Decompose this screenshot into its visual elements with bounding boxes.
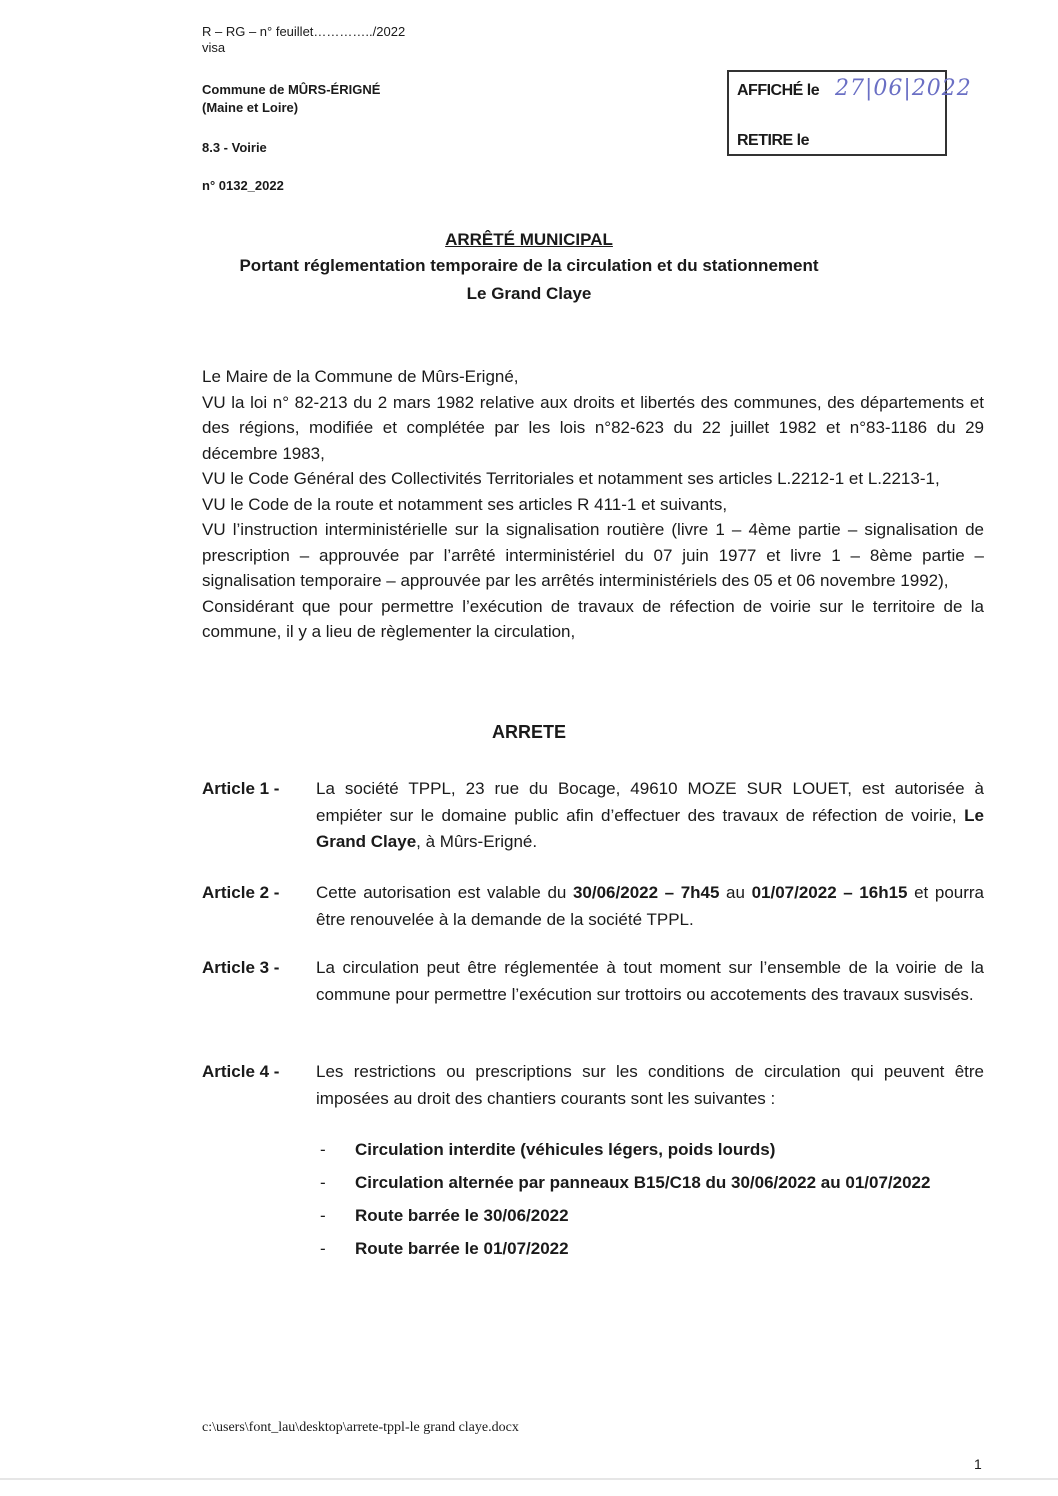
- file-path-footer: c:\users\font_lau\desktop\arrete-tppl-le grand claye.docx: [202, 1420, 519, 1435]
- affiche-date-handwritten: 27|06|2022: [835, 76, 972, 101]
- article-text-bold: 01/07/2022 – 16h15: [751, 883, 908, 902]
- restrictions-list: [320, 1133, 984, 1265]
- article-text-part: au: [719, 883, 752, 902]
- article-label: Article 3 -: [202, 958, 280, 977]
- bullet-dash: -: [320, 1140, 326, 1159]
- retire-label: RETIRE le: [737, 132, 809, 149]
- list-item: [320, 1166, 984, 1199]
- preamble-line: Considérant que pour permettre l’exécution de travaux de réfection de voirie sur le territoire de la commune, il y a lieu de règlementer la circulation,: [202, 596, 984, 641]
- article-text-bold: Le Grand Claye: [316, 805, 984, 851]
- bullet-dash: -: [320, 1173, 326, 1192]
- feuillet-reference: R – RG – n° feuillet…………../2022: [202, 24, 406, 39]
- document-title: ARRÊTÉ MUNICIPAL: [445, 230, 613, 249]
- bullet-dash: -: [320, 1239, 326, 1258]
- list-item: [320, 1133, 984, 1166]
- affiche-label: AFFICHÉ le: [737, 82, 820, 99]
- list-item: [320, 1232, 984, 1265]
- preamble: [202, 364, 984, 645]
- preamble-line: VU la loi n° 82-213 du 2 mars 1982 relative aux droits et libertés des communes, des départements et des régions, modifiée et complétée par les lois n°82-623 du 22 juillet 1982 et n°83-1186 du 29 décembre 1983,: [202, 392, 984, 463]
- article-text-part: Cette autorisation est valable du: [316, 883, 573, 902]
- list-item-text: Circulation interdite (véhicules légers, poids lourds): [355, 1140, 776, 1159]
- preamble-line: Le Maire de la Commune de Mûrs-Erigné,: [202, 367, 519, 386]
- article-text-part: La société TPPL, 23 rue du Bocage, 49610 MOZE SUR LOUET, est autorisée à empiéter sur le domaine public afin d’effectuer des travaux de réfection de voirie,: [316, 779, 984, 825]
- article-4: [202, 1059, 984, 1112]
- preamble-line: VU l’instruction interministérielle sur la signalisation routière (livre 1 – 4ème partie – signalisation de prescription – approuvée par l’arrêté interministériel du 07 juin 1977 et livre 1 – 8ème partie – signalisation temporaire – approuvée par les arrêtés interministériels des 05 et 06 novembre 1992),: [202, 520, 984, 590]
- article-3: [202, 955, 984, 1008]
- category-label: 8.3 - Voirie: [202, 140, 267, 155]
- article-label: Article 4 -: [202, 1062, 280, 1081]
- article-text: [316, 776, 984, 856]
- scan-edge-divider: [0, 1478, 1058, 1480]
- list-item-text: Route barrée le 01/07/2022: [355, 1239, 569, 1258]
- document-subtitle: Portant réglementation temporaire de la circulation et du stationnement: [239, 256, 819, 275]
- article-text: La circulation peut être réglementée à tout moment sur l’ensemble de la voirie de la commune pour permettre l’exécution sur trottoirs ou accotements des travaux susvisés.: [316, 958, 984, 1004]
- article-text: [316, 880, 984, 933]
- list-item-text: Route barrée le 30/06/2022: [355, 1206, 569, 1225]
- list-item-text: Circulation alternée par panneaux B15/C18 du 30/06/2022 au 01/07/2022: [355, 1173, 931, 1192]
- arrete-number: n° 0132_2022: [202, 178, 284, 193]
- posting-stamp: [727, 70, 972, 156]
- page-number: 1: [974, 1456, 982, 1472]
- document-location: Le Grand Claye: [466, 284, 592, 303]
- article-text: Les restrictions ou prescriptions sur les conditions de circulation qui peuvent être imposées au droit des chantiers courants sont les suivantes :: [316, 1062, 984, 1108]
- article-text-part: et pourra être renouvelée à la demande de la société TPPL.: [316, 883, 985, 929]
- commune-name: Commune de MÛRS-ÉRIGNÉ: [202, 82, 381, 97]
- article-2: [202, 880, 984, 933]
- article-text-part: , à Mûrs-Erigné.: [416, 832, 538, 851]
- article-label: Article 1 -: [202, 779, 280, 798]
- preamble-line: VU le Code de la route et notamment ses articles R 411-1 et suivants,: [202, 494, 728, 514]
- department-name: (Maine et Loire): [202, 100, 299, 115]
- list-item: [320, 1199, 984, 1232]
- arrete-heading: ARRETE: [491, 722, 566, 742]
- visa-label: visa: [202, 40, 226, 55]
- article-label: Article 2 -: [202, 883, 280, 902]
- article-1: [202, 776, 984, 856]
- preamble-line: VU le Code Général des Collectivités Territoriales et notamment ses articles L.2212-1 et L.2213-1,: [202, 469, 940, 488]
- bullet-dash: -: [320, 1206, 326, 1225]
- article-text-bold: 30/06/2022 – 7h45: [572, 883, 720, 902]
